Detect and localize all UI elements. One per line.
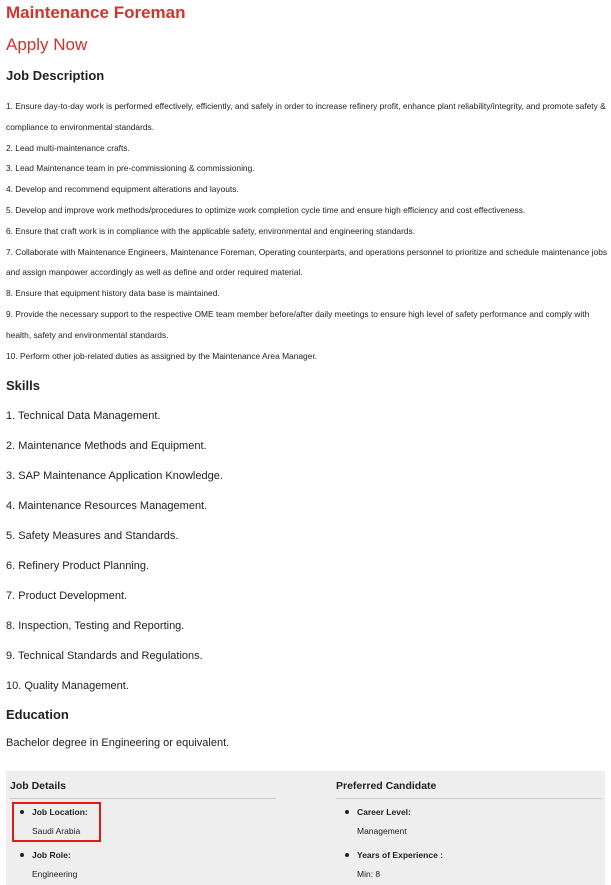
divider — [10, 798, 276, 799]
list-item: 1. Ensure day-to-day work is performed effectively, efficiently, and safely in order to increase refinery profit, enhance plant reliability/integrity, and promote safety & compliance to environmental standards. — [6, 101, 606, 132]
list-item: 8. Ensure that equipment history data base is maintained. — [6, 288, 220, 299]
detail-label: Years of Experience : — [357, 850, 443, 860]
list-item: 2. Maintenance Methods and Equipment. — [6, 440, 207, 452]
list-item: 9. Provide the necessary support to the respective OME team member before/after daily meetings to ensure high level of safety performance and comply with health, safety and environmental standards. — [6, 308, 590, 340]
list-item: 8. Inspection, Testing and Reporting. — [6, 620, 185, 632]
list-item: 6. Ensure that craft work is in compliance with the applicable safety, environmental and engineering standards. — [6, 225, 416, 236]
job-description-heading: Job Description — [6, 68, 105, 83]
job-details-heading: Job Details — [10, 780, 67, 792]
job-title: Maintenance Foreman — [6, 3, 186, 22]
list-item: 1. Technical Data Management. — [6, 410, 161, 422]
list-item: 10. Perform other job-related duties as assigned by the Maintenance Area Manager. — [6, 350, 317, 361]
list-item: 4. Maintenance Resources Management. — [6, 500, 208, 512]
education-heading: Education — [6, 707, 69, 722]
list-item: 5. Develop and improve work methods/procedures to optimize work completion cycle time and ensure high efficiency and cost effectiveness. — [6, 204, 526, 215]
detail-label: Career Level: — [357, 807, 411, 817]
detail-value: Management — [357, 826, 407, 836]
career-level-item — [357, 807, 411, 836]
detail-label: Job Role: — [32, 850, 71, 860]
detail-label: Job Location: — [32, 807, 88, 817]
detail-value: Saudi Arabia — [32, 826, 81, 836]
years-of-experience-item — [357, 850, 443, 879]
list-item: 4. Develop and recommend equipment alterations and layouts. — [6, 184, 239, 195]
list-item: 7. Collaborate with Maintenance Engineers, Maintenance Foreman, Operating counterparts, and operations personnel to prioritize and schedule maintenance jobs and assign manpower accordingly as well as define and order required material. — [6, 246, 608, 278]
detail-value: Engineering — [32, 869, 78, 879]
list-item: 10. Quality Management. — [6, 680, 129, 692]
preferred-candidate-heading: Preferred Candidate — [336, 780, 437, 792]
detail-value: Min: 8 — [357, 869, 381, 879]
list-item: 9. Technical Standards and Regulations. — [6, 650, 203, 662]
job-location-highlight-box — [12, 802, 101, 842]
education-text: Bachelor degree in Engineering or equivalent. — [6, 737, 230, 749]
job-description-list — [6, 96, 609, 366]
list-item: 7. Product Development. — [6, 590, 128, 602]
list-item: 3. Lead Maintenance team in pre-commissioning & commissioning. — [6, 163, 255, 174]
job-role-item — [32, 850, 77, 879]
bullet-icon — [345, 853, 349, 857]
skills-list — [6, 401, 223, 701]
skills-heading: Skills — [6, 378, 40, 393]
divider — [336, 798, 602, 799]
list-item: 3. SAP Maintenance Application Knowledge. — [6, 470, 223, 482]
list-item: 6. Refinery Product Planning. — [6, 560, 150, 572]
bullet-icon — [20, 853, 24, 857]
bullet-icon — [345, 810, 349, 814]
list-item: 2. Lead multi-maintenance crafts. — [6, 142, 130, 153]
list-item: 5. Safety Measures and Standards. — [6, 530, 179, 542]
apply-now-link[interactable]: Apply Now — [6, 35, 88, 54]
